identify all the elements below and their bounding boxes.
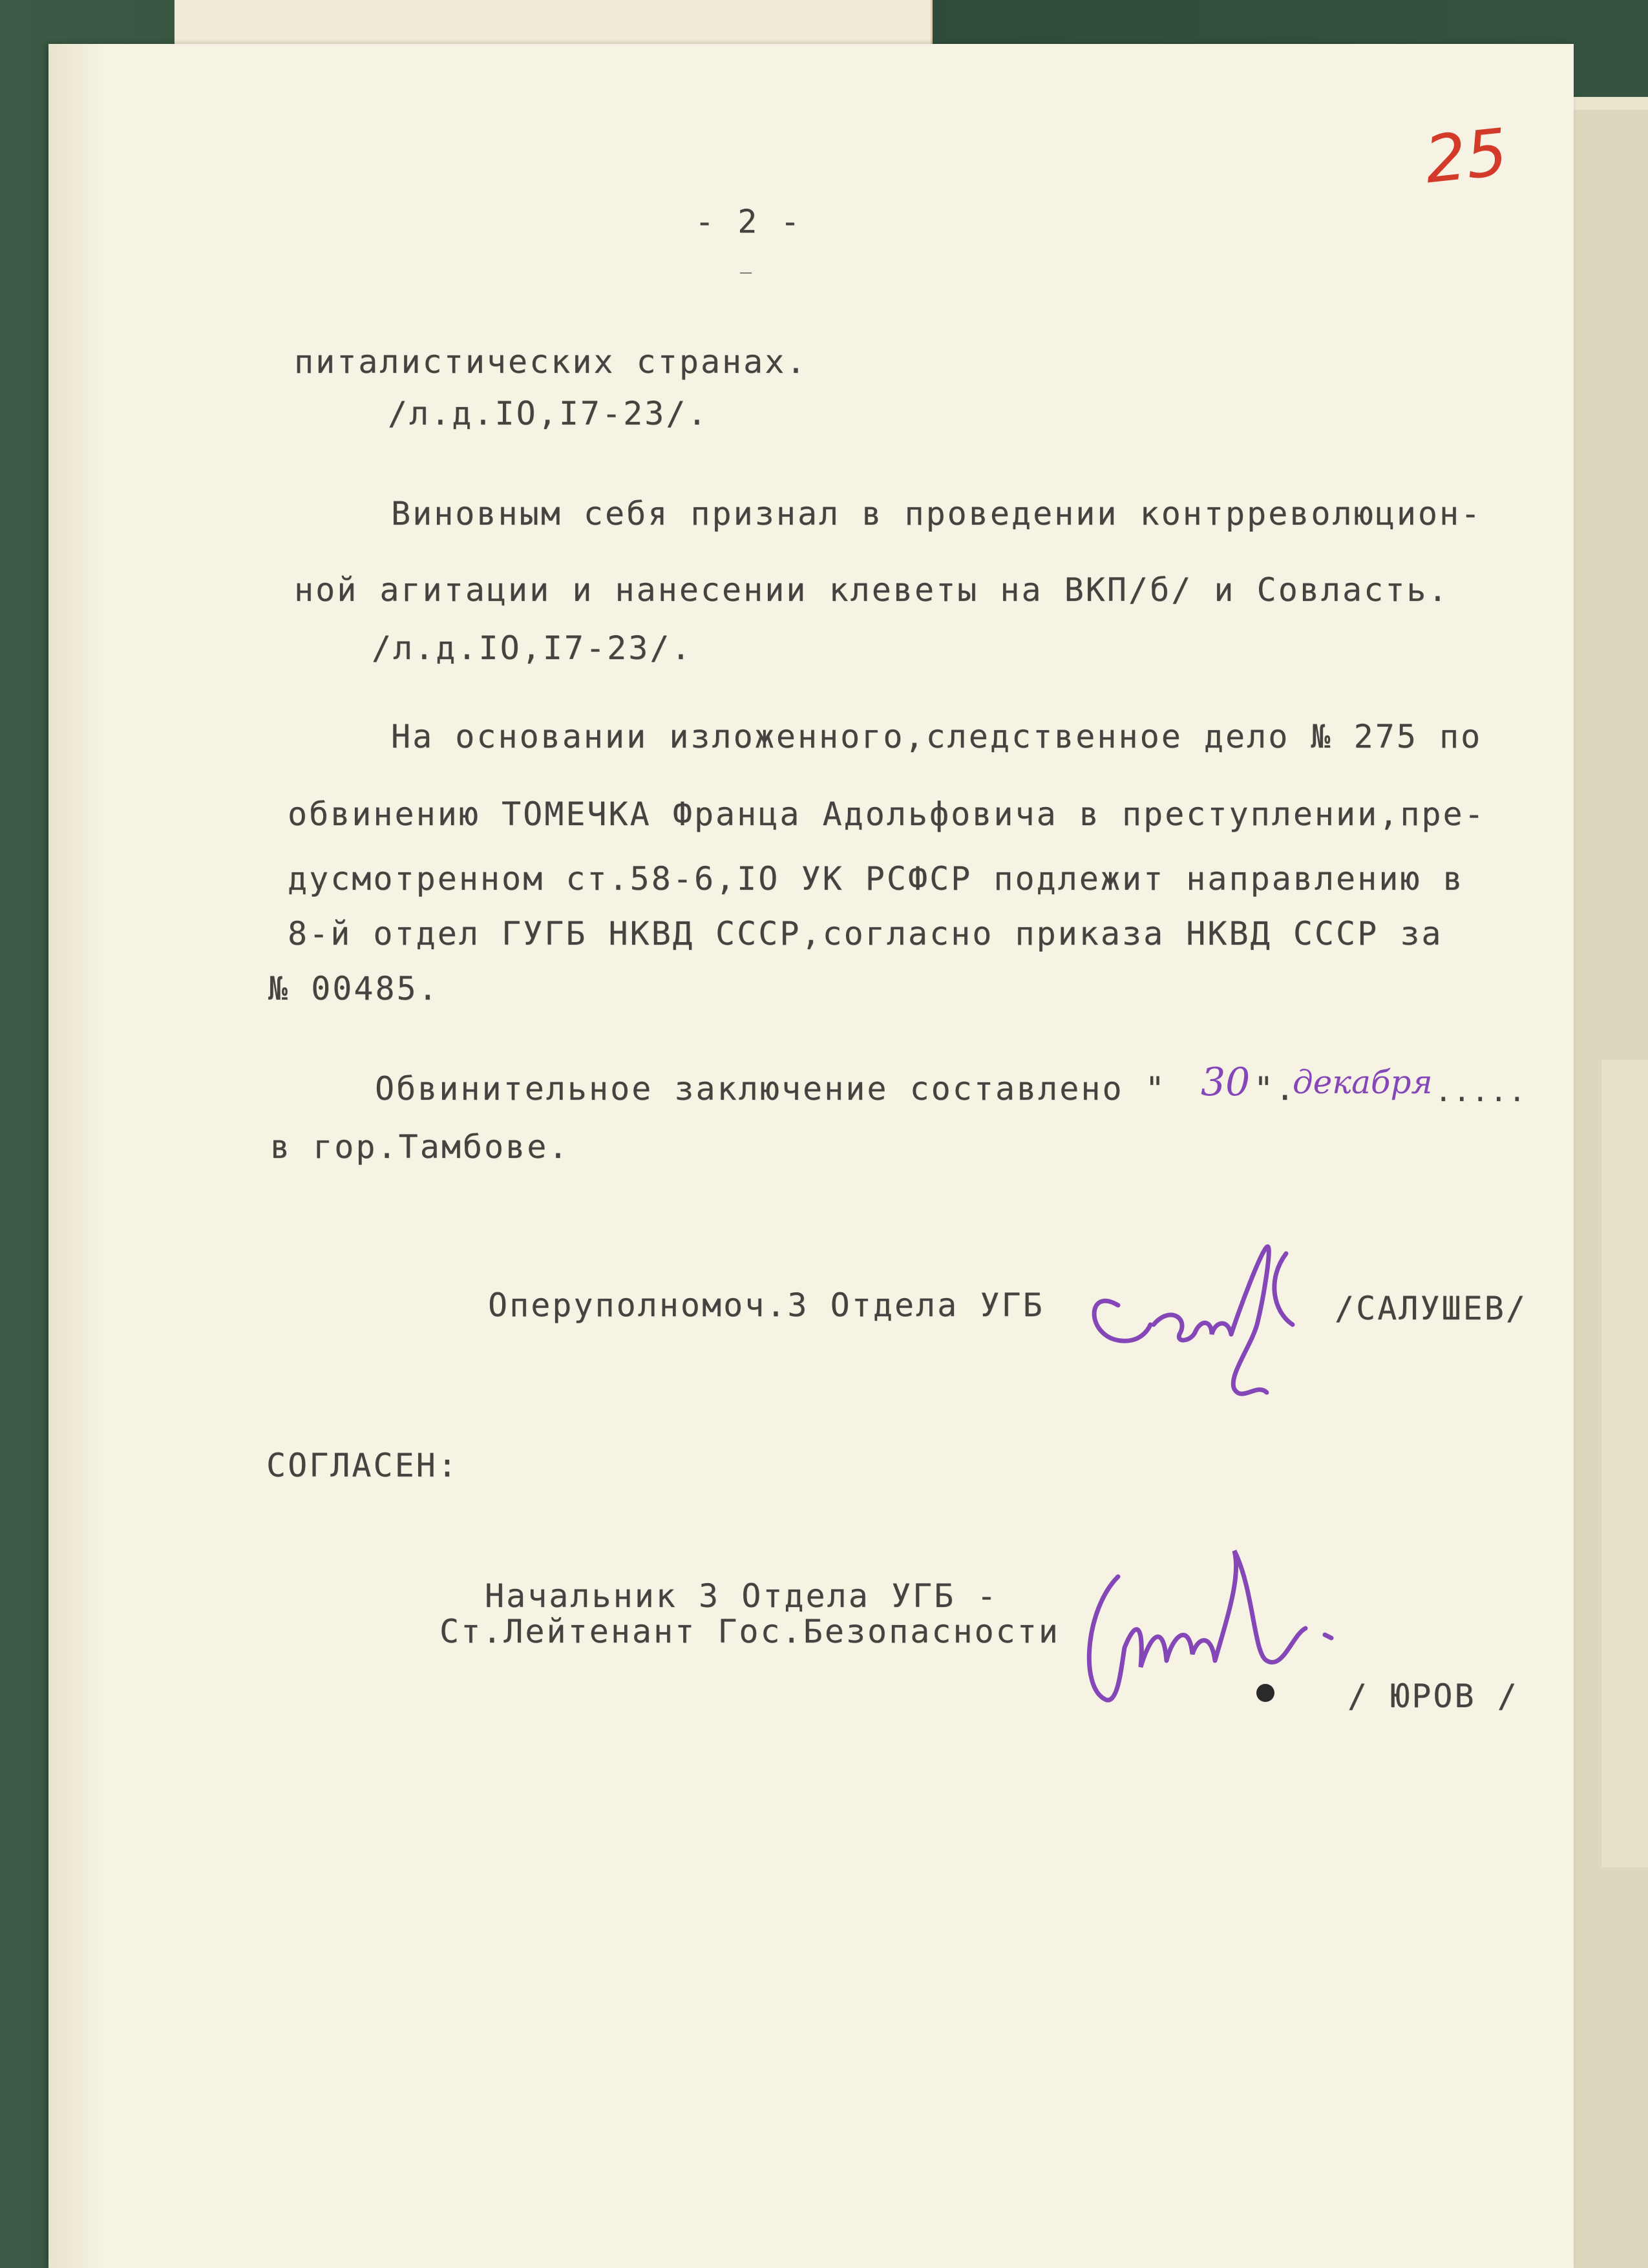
chief-name: / ЮРОВ / xyxy=(1347,1677,1519,1715)
page-marker: - 2 - xyxy=(695,203,802,240)
paragraph-4-mid: ". xyxy=(1254,1070,1297,1108)
paragraph-4-dots: ..... xyxy=(1435,1075,1527,1108)
paragraph-2-line-2: ной агитации и нанесении клеветы на ВКП/б/ и Совласть. xyxy=(294,571,1450,609)
handwritten-day: 30 xyxy=(1201,1060,1251,1105)
reference-1: /л.д.IO,I7-23/. xyxy=(388,395,709,432)
paragraph-2-line-1: Виновным себя признал в проведении контрреволюцион- xyxy=(391,495,1483,532)
body-line-1: питалистических странах. xyxy=(294,343,808,381)
handwritten-month: декабря xyxy=(1293,1064,1433,1101)
chief-title-line-1: Начальник 3 Отдела УГБ - xyxy=(485,1577,998,1615)
underlying-sheet-strip xyxy=(1601,1060,1648,1867)
chief-title-line-2: Ст.Лейтенант Гос.Безопасности xyxy=(439,1613,1060,1650)
page-marker-dash: _ xyxy=(740,251,754,274)
reference-2: /л.д.IO,I7-23/. xyxy=(372,629,693,667)
paragraph-4-line-2: в гор.Тамбове. xyxy=(270,1128,570,1166)
officer-name: /САЛУШЕВ/ xyxy=(1335,1290,1527,1327)
paragraph-3-line-3: дусмотренном ст.58-6,IO УК РСФСР подлежит направлению в xyxy=(288,860,1464,898)
folio-number: 25 xyxy=(1421,114,1511,198)
agreed-label: СОГЛАСЕН: xyxy=(266,1447,459,1484)
paragraph-3-line-1: На основании изложенного,следственное дело № 275 по xyxy=(391,718,1483,755)
officer-title: Оперуполномоч.3 Отдела УГБ xyxy=(488,1286,1044,1324)
paragraph-4-line-1: Обвинительное заключение составлено " xyxy=(375,1070,1167,1108)
paragraph-3-line-5: № 00485. xyxy=(268,970,439,1007)
paragraph-3-line-2: обвинению ТОМЕЧКА Франца Адольфовича в преступлении,пре- xyxy=(288,795,1486,833)
paragraph-3-line-4: 8-й отдел ГУГБ НКВД СССР,согласно приказа НКВД СССР за xyxy=(288,915,1443,952)
